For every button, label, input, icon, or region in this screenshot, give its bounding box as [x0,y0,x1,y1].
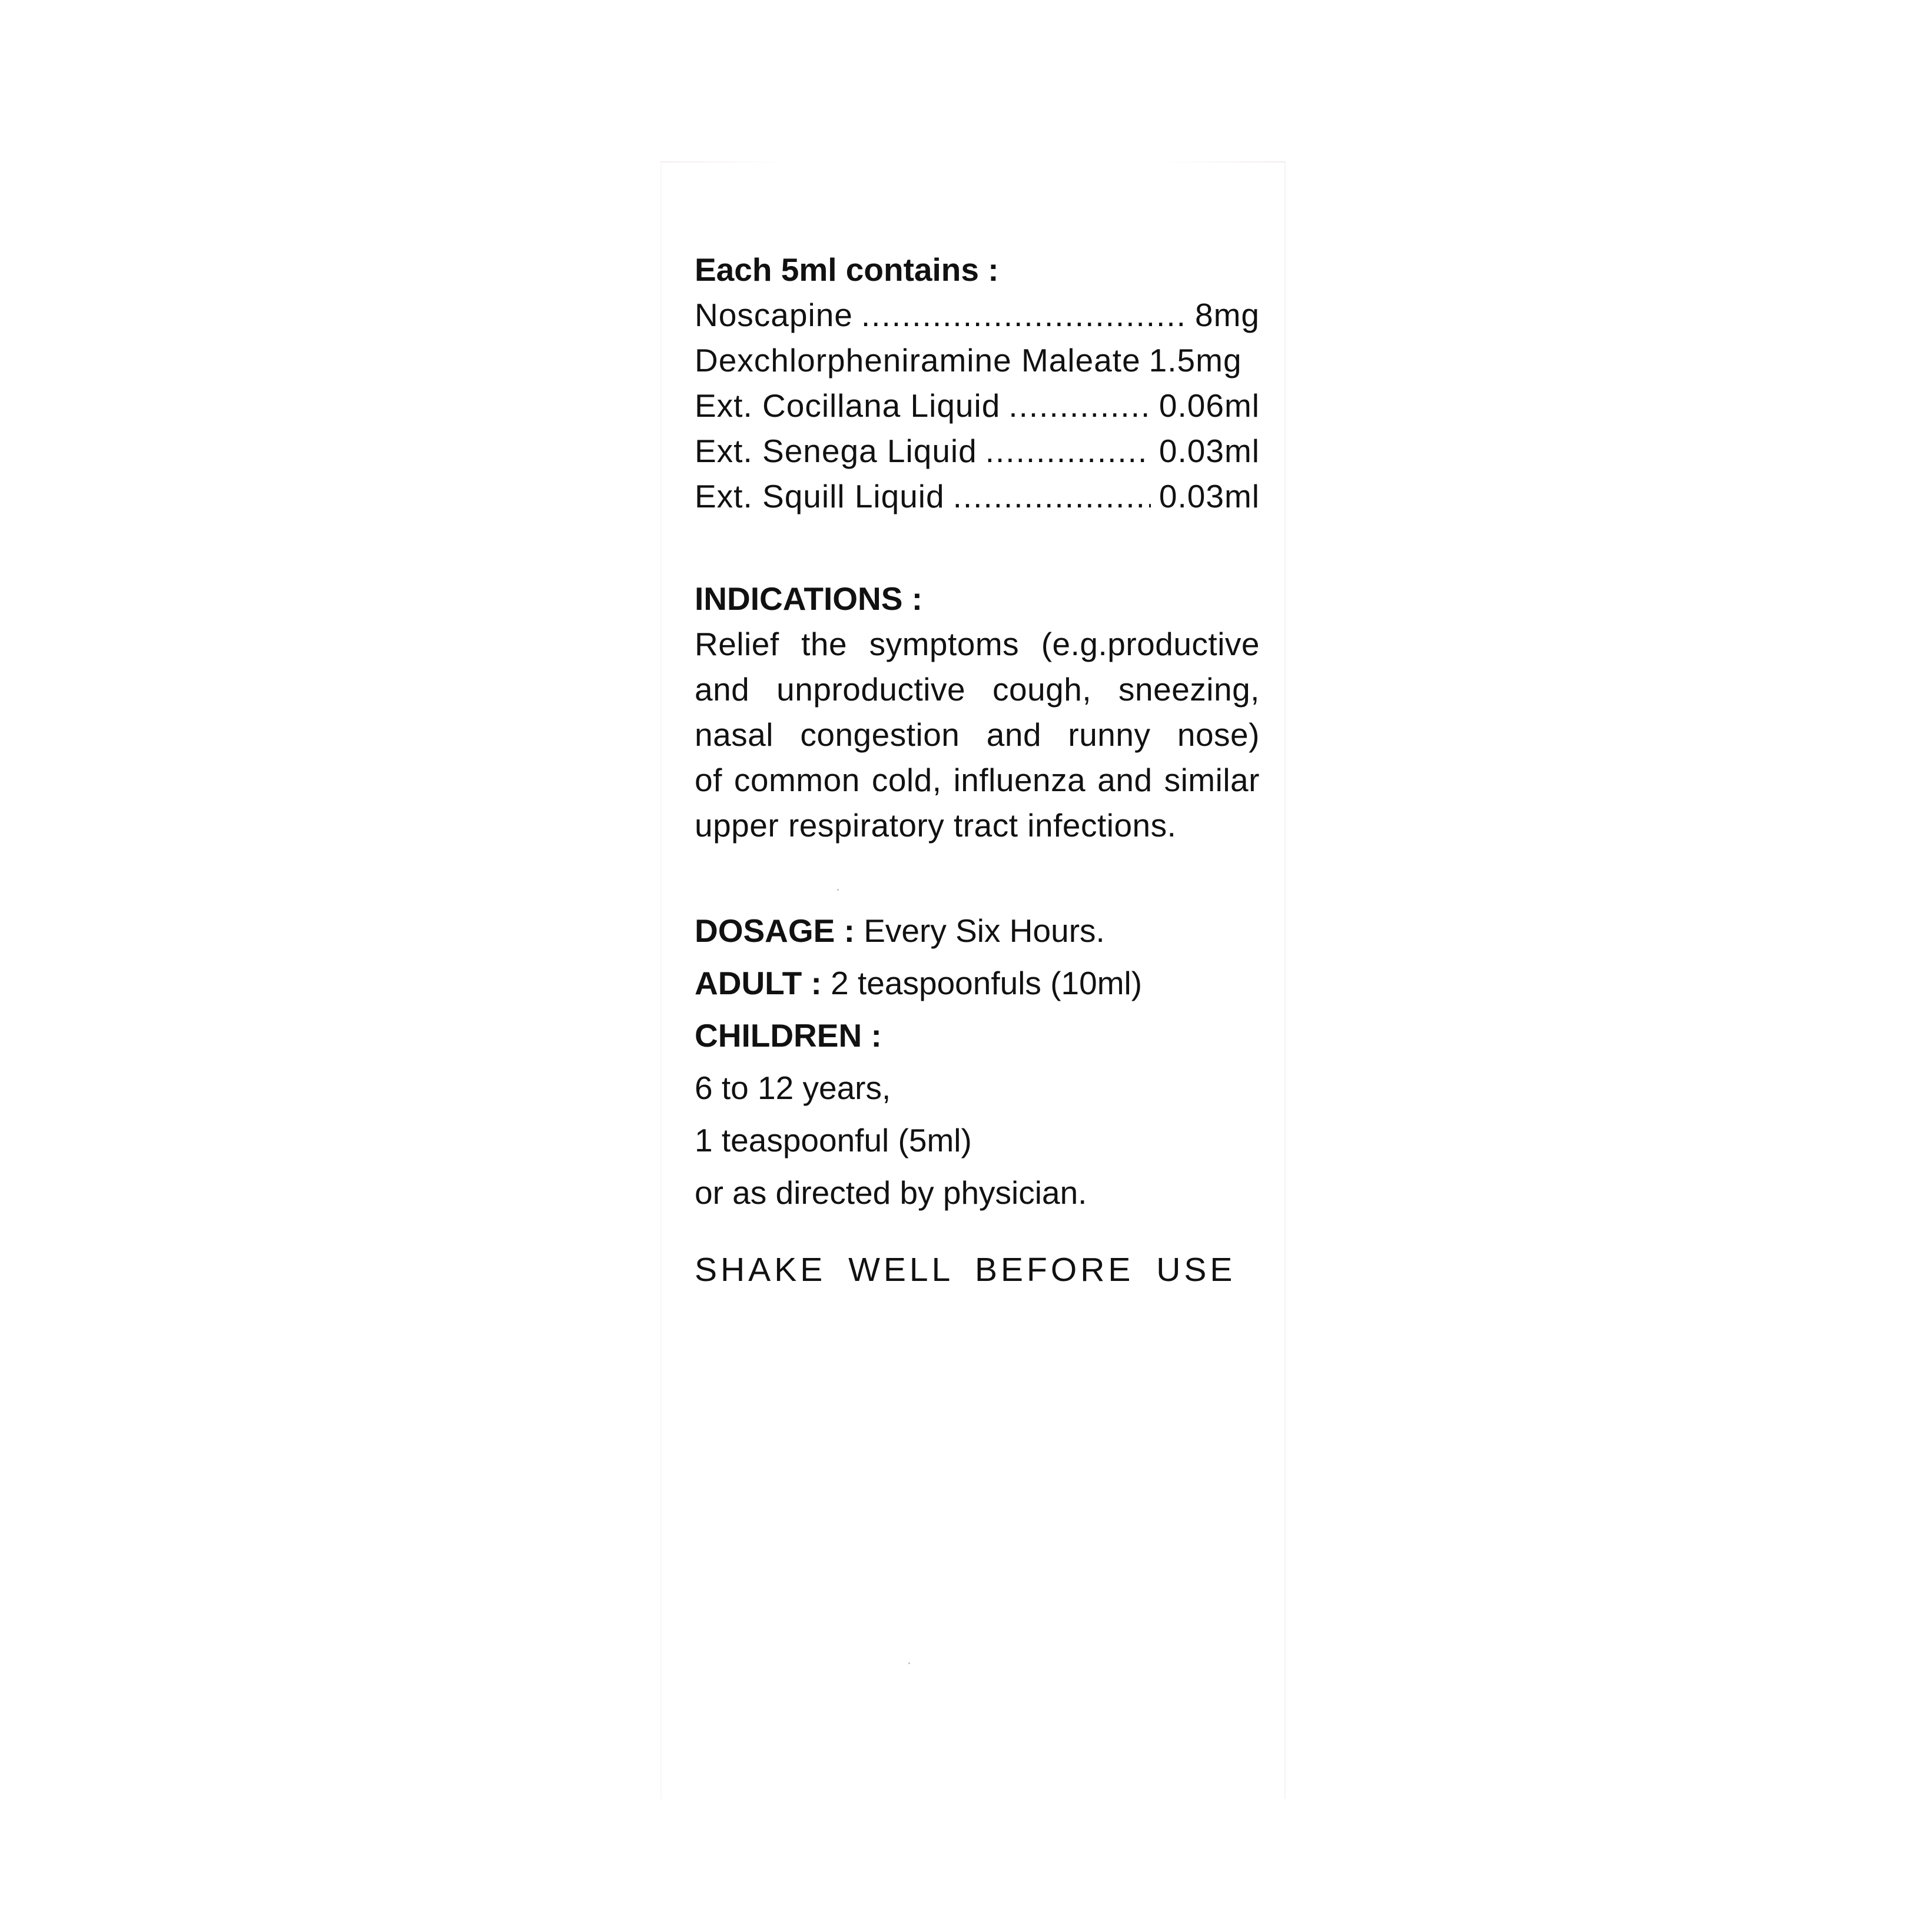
label-content [695,247,1260,1293]
composition-heading: Each 5ml contains : [695,251,999,288]
dosage-label: DOSAGE : [695,912,855,949]
children-label: CHILDREN : [695,1017,882,1054]
indications-line: nasal congestion and runny nose) [695,716,1260,753]
indications-heading: INDICATIONS : [695,580,923,617]
leader-dots [953,474,1151,519]
ingredient-name: Ext. Senega Liquid [695,433,977,469]
leader-dots [861,293,1187,338]
ingredient-row [695,338,1260,383]
leader-dots [1008,383,1151,429]
ingredient-row [695,429,1260,474]
ingredient-amount: 8mg [1195,297,1260,333]
shake-warning: SHAKE WELL BEFORE USE [695,1251,1236,1289]
children-dose-line: or as directed by physician. [695,1174,1087,1211]
ingredient-row [695,474,1260,519]
dosage-value: Every Six Hours. [864,912,1105,949]
dosage-line [695,905,1260,957]
ingredient-row [695,383,1260,429]
print-speck [908,1662,910,1664]
ingredient-name: Ext. Cocillana Liquid [695,387,1001,424]
indications-line: of common cold, influenza and similar [695,762,1260,798]
indications-text [695,622,1260,848]
children-dose-line: 1 teaspoonful (5ml) [695,1122,972,1158]
ingredient-name: Ext. Squill Liquid [695,478,945,514]
leader-dots [985,429,1151,474]
ingredient-amount: 0.03ml [1158,433,1260,469]
ingredient-name: Noscapine [695,297,853,333]
children-dose-heading [695,1010,1260,1062]
ingredient-amount: 0.06ml [1158,387,1260,424]
ingredient-amount: 0.03ml [1158,478,1260,514]
ingredient-amount: 1.5mg [1148,342,1242,379]
ingredient-name: Dexchlorpheniramine Maleate [695,342,1141,379]
children-dose-line: 6 to 12 years, [695,1070,891,1106]
indications-line: Relief the symptoms (e.g.productive [695,626,1260,662]
adult-label: ADULT : [695,965,822,1001]
adult-dose-line [695,957,1260,1010]
adult-value: 2 teaspoonfuls (10ml) [831,965,1143,1001]
indications-line: upper respiratory tract infections. [695,807,1177,844]
ingredient-row [695,293,1260,338]
composition-list [695,293,1260,519]
indications-line: and unproductive cough, sneezing, [695,671,1260,708]
